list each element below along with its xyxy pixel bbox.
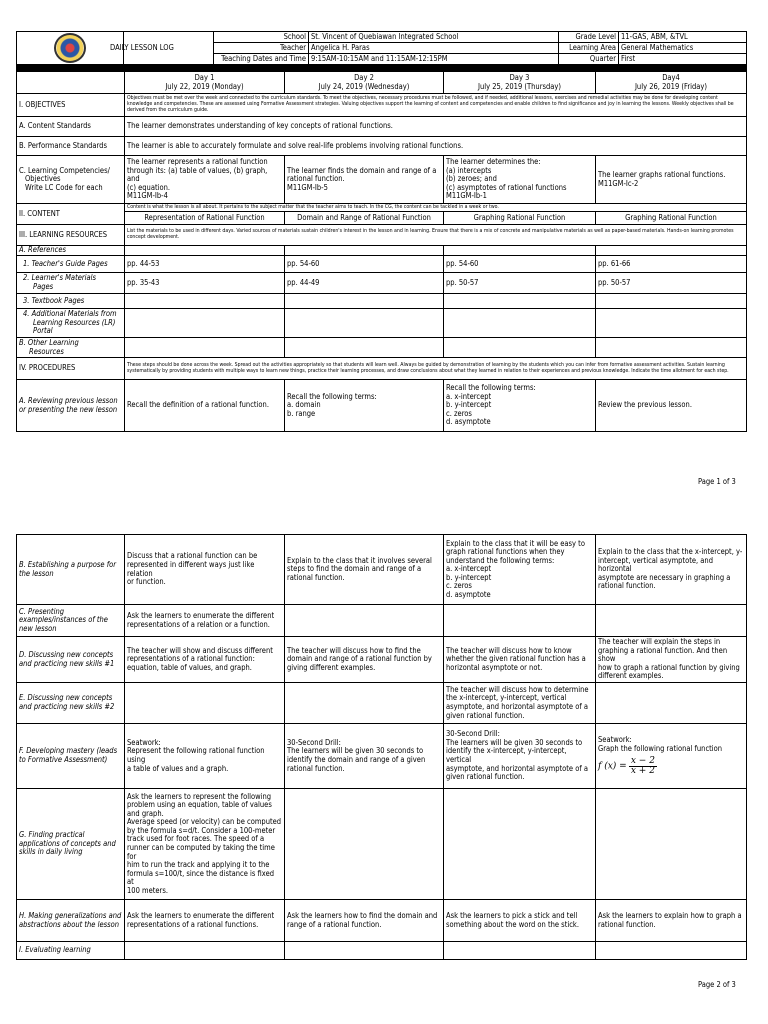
procedure-h-day-3: Ask the learners to pick a stick and tell something about the word on the stick. <box>444 900 596 942</box>
procedure-f-day-3: 30-Second Drill: The learners will be given 30 seconds to identify the x-intercept, y-intercept, vertical asymptote, and horizontal asymptote of a given rational function. <box>444 724 596 789</box>
procedure-f-label: F. Developing mastery (leads to Formative Assessment) <box>17 724 125 789</box>
procedure-f-day-2: 30-Second Drill: The learners will be given 30 seconds to identify the domain and range of a given rational function. <box>285 724 444 789</box>
procedure-a-day-1: Recall the definition of a rational function. <box>125 380 285 432</box>
quarter-label: Quarter <box>559 54 619 65</box>
day-3-header: Day 3 July 25, 2019 (Thursday) <box>444 72 596 94</box>
procedure-b-label: B. Establishing a purpose for the lesson <box>17 535 125 605</box>
procedure-h-day-1: Ask the learners to enumerate the different representations of a rational functions. <box>125 900 285 942</box>
rational-function-equation: f (x) = $\frac{x - 2}{x + 2}$ <box>598 755 655 776</box>
school-seal-logo <box>54 33 86 63</box>
procedure-a-day-4: Review the previous lesson. <box>596 380 747 432</box>
competency-day-2: The learner finds the domain and range of a rational function. M11GM-Ib-5 <box>285 156 444 204</box>
procedure-c-label: C. Presenting examples/instances of the new lesson <box>17 605 125 637</box>
content-day-1: Representation of Rational Function <box>125 212 285 225</box>
teachers-guide-label: 1. Teacher's Guide Pages <box>17 256 125 273</box>
procedures-label: IV. PROCEDURES <box>17 358 125 380</box>
teaching-dates-label: Teaching Dates and Time <box>214 54 309 65</box>
procedure-d-label: D. Discussing new concepts and practicing new skills #1 <box>17 637 125 683</box>
teacher-label: Teacher <box>214 43 309 54</box>
content-label: II. CONTENT <box>17 204 125 225</box>
references-label: A. References <box>17 246 125 256</box>
resources-label: III. LEARNING RESOURCES <box>17 225 125 246</box>
procedure-d-day-4: The teacher will explain the steps in graphing a rational function. And then show how to graph a rational function by giving different examples. <box>596 637 747 683</box>
procedure-b-day-4: Explain to the class that the x-intercept, y- intercept, vertical asymptote, and horizontal asymptote are necessary in graphing a rational function. <box>596 535 747 605</box>
procedure-b-day-1: Discuss that a rational function can be represented in different ways just like relation or function. <box>125 535 285 605</box>
school-label: School <box>214 32 309 43</box>
additional-materials-label: 4. Additional Materials from Learning Resources (LR) Portal <box>17 309 125 338</box>
procedure-h-day-2: Ask the learners how to find the domain and range of a rational function. <box>285 900 444 942</box>
day-2-header: Day 2 July 24, 2019 (Wednesday) <box>285 72 444 94</box>
content-day-4: Graphing Rational Function <box>596 212 747 225</box>
procedure-g-label: G. Finding practical applications of concepts and skills in daily living <box>17 789 125 900</box>
textbook-pages-label: 3. Textbook Pages <box>17 294 125 309</box>
competencies-label: C. Learning Competencies/ Objectives Write LC Code for each <box>17 156 125 204</box>
lm-pages-day-1: pp. 35-43 <box>125 273 285 294</box>
teaching-dates-value: 9:15AM-10:15AM and 11:15AM-12:15PM <box>309 54 559 65</box>
procedure-a-day-2: Recall the following terms: a. domain b. range <box>285 380 444 432</box>
lesson-log-body-table-1 <box>16 65 747 432</box>
content-note: Content is what the lesson is all about. It pertains to the subject matter that the teacher aims to teach. In the CG, the content can be tackled in a week or two. <box>125 204 747 212</box>
procedure-i-label: I. Evaluating learning <box>17 942 125 960</box>
procedure-h-label: H. Making generalizations and abstractions about the lesson <box>17 900 125 942</box>
lesson-log-page-1 <box>16 31 746 432</box>
learning-area-value: General Mathematics <box>619 43 747 54</box>
tg-pages-day-4: pp. 61-66 <box>596 256 747 273</box>
procedure-b-day-3: Explain to the class that it will be easy to graph rational functions when they understand the following terms: a. x-intercept b. y-intercept c. zeros d. asymptote <box>444 535 596 605</box>
objectives-note: Objectives must be met over the week and connected to the curriculum standards. To meet the objectives, necessary procedures must be followed, and if needed, additional lessons, exercises and remedial activities may be done for developing content knowledge and competencies. These are assessed using Formative Assessment strategies. Valuing objectives support the learning of content and competencies and enable children to find significance and joy in learning the lessons. Weekly objectives shall be derived from the curriculum guide. <box>125 94 747 117</box>
procedure-c-day-1: Ask the learners to enumerate the different representations of a relation or a function. <box>125 605 285 637</box>
tg-pages-day-2: pp. 54-60 <box>285 256 444 273</box>
tg-pages-day-1: pp. 44-53 <box>125 256 285 273</box>
content-day-3: Graphing Rational Function <box>444 212 596 225</box>
procedures-note: These steps should be done across the week. Spread out the activities appropriately so that students will learn well. Always be guided by demonstration of learning by the students which you can infer from formative assessment activities. Sustain learning systematically by providing students with multiple ways to learn new things, practice their learning processes, and draw conclusions about what they learned in relation to their experiences and previous knowledge. Indicate the time allotment for each step. <box>125 358 747 380</box>
performance-standards-text: The learner is able to accurately formulate and solve real-life problems involving rational functions. <box>125 137 747 156</box>
teacher-value: Angelica H. Paras <box>309 43 559 54</box>
content-standards-text: The learner demonstrates understanding of key concepts of rational functions. <box>125 117 747 137</box>
learners-materials-label: 2. Learner's Materials Pages <box>17 273 125 294</box>
procedure-f-day-1: Seatwork: Represent the following rational function using a table of values and a graph. <box>125 724 285 789</box>
page-number-1: Page 1 of 3 <box>698 477 736 486</box>
day-1-header: Day 1 July 22, 2019 (Monday) <box>125 72 285 94</box>
grade-level-value: 11-GAS, ABM, &TVL <box>619 32 747 43</box>
procedure-g-day-1: Ask the learners to represent the following problem using an equation, table of values and graph. Average speed (or velocity) can be computed by the formula s=d/t. Consider a 100-meter track used for foot races. The speed of a runner can be computed by taking the time for him to run the track and applying it to the formula s=100/t, since the distance is fixed at 100 meters. <box>125 789 285 900</box>
procedure-a-day-3: Recall the following terms: a. x-intercept b. y-intercept c. zeros d. asymptote <box>444 380 596 432</box>
procedure-e-label: E. Discussing new concepts and practicing new skills #2 <box>17 683 125 724</box>
procedure-b-day-2: Explain to the class that it involves several steps to find the domain and range of a rational function. <box>285 535 444 605</box>
log-title: DAILY LESSON LOG <box>110 42 174 52</box>
procedure-d-day-1: The teacher will show and discuss different representations of a rational function: equation, table of values, and graph. <box>125 637 285 683</box>
learning-area-label: Learning Area <box>559 43 619 54</box>
competency-day-4: The learner graphs rational functions. M11GM-Ic-2 <box>596 156 747 204</box>
grade-level-label: Grade Level <box>559 32 619 43</box>
procedure-e-day-3: The teacher will discuss how to determine the x-intercept, y-intercept, vertical asymptote, and horizontal asymptote of a given rational function. <box>444 683 596 724</box>
tg-pages-day-3: pp. 54-60 <box>444 256 596 273</box>
procedure-d-day-2: The teacher will discuss how to find the domain and range of a rational function by giving different examples. <box>285 637 444 683</box>
procedure-h-day-4: Ask the learners to explain how to graph a rational function. <box>596 900 747 942</box>
lm-pages-day-4: pp. 50-57 <box>596 273 747 294</box>
procedure-d-day-3: The teacher will discuss how to know whether the given rational function has a horizontal asymptote or not. <box>444 637 596 683</box>
objectives-label: I. OBJECTIVES <box>17 94 125 117</box>
content-standards-label: A. Content Standards <box>17 117 125 137</box>
procedure-a-label: A. Reviewing previous lesson or presenting the new lesson <box>17 380 125 432</box>
competency-day-1: The learner represents a rational function through its: (a) table of values, (b) graph, and (c) equation. M11GM-Ib-4 <box>125 156 285 204</box>
school-logo-cell <box>17 32 124 65</box>
competency-day-3: The learner determines the: (a) intercepts (b) zeroes; and (c) asymptotes of rational functions M11GM-Ib-1 <box>444 156 596 204</box>
resources-note: List the materials to be used in different days. Varied sources of materials sustain children's interest in the lesson and in learning. Ensure that there is a mix of concrete and manipulative materials as well as paper-based materials. Hands-on learning promotes concept development. <box>125 225 747 246</box>
lesson-log-page-2 <box>16 534 746 960</box>
performance-standards-label: B. Performance Standards <box>17 137 125 156</box>
day-4-header: Day4 July 26, 2019 (Friday) <box>596 72 747 94</box>
lm-pages-day-3: pp. 50-57 <box>444 273 596 294</box>
procedure-f-day-4: Seatwork: Graph the following rational function f (x) = $\frac{x - 2}{x + 2}$ <box>596 724 747 789</box>
content-day-2: Domain and Range of Rational Function <box>285 212 444 225</box>
page-number-2: Page 2 of 3 <box>698 980 736 989</box>
lm-pages-day-2: pp. 44-49 <box>285 273 444 294</box>
lesson-log-body-table-2 <box>16 534 747 960</box>
lesson-log-header-table <box>16 31 747 65</box>
school-value: St. Vincent of Quebiawan Integrated School <box>309 32 559 43</box>
other-resources-label: B. Other Learning Resources <box>17 338 125 358</box>
quarter-value: First <box>619 54 747 65</box>
